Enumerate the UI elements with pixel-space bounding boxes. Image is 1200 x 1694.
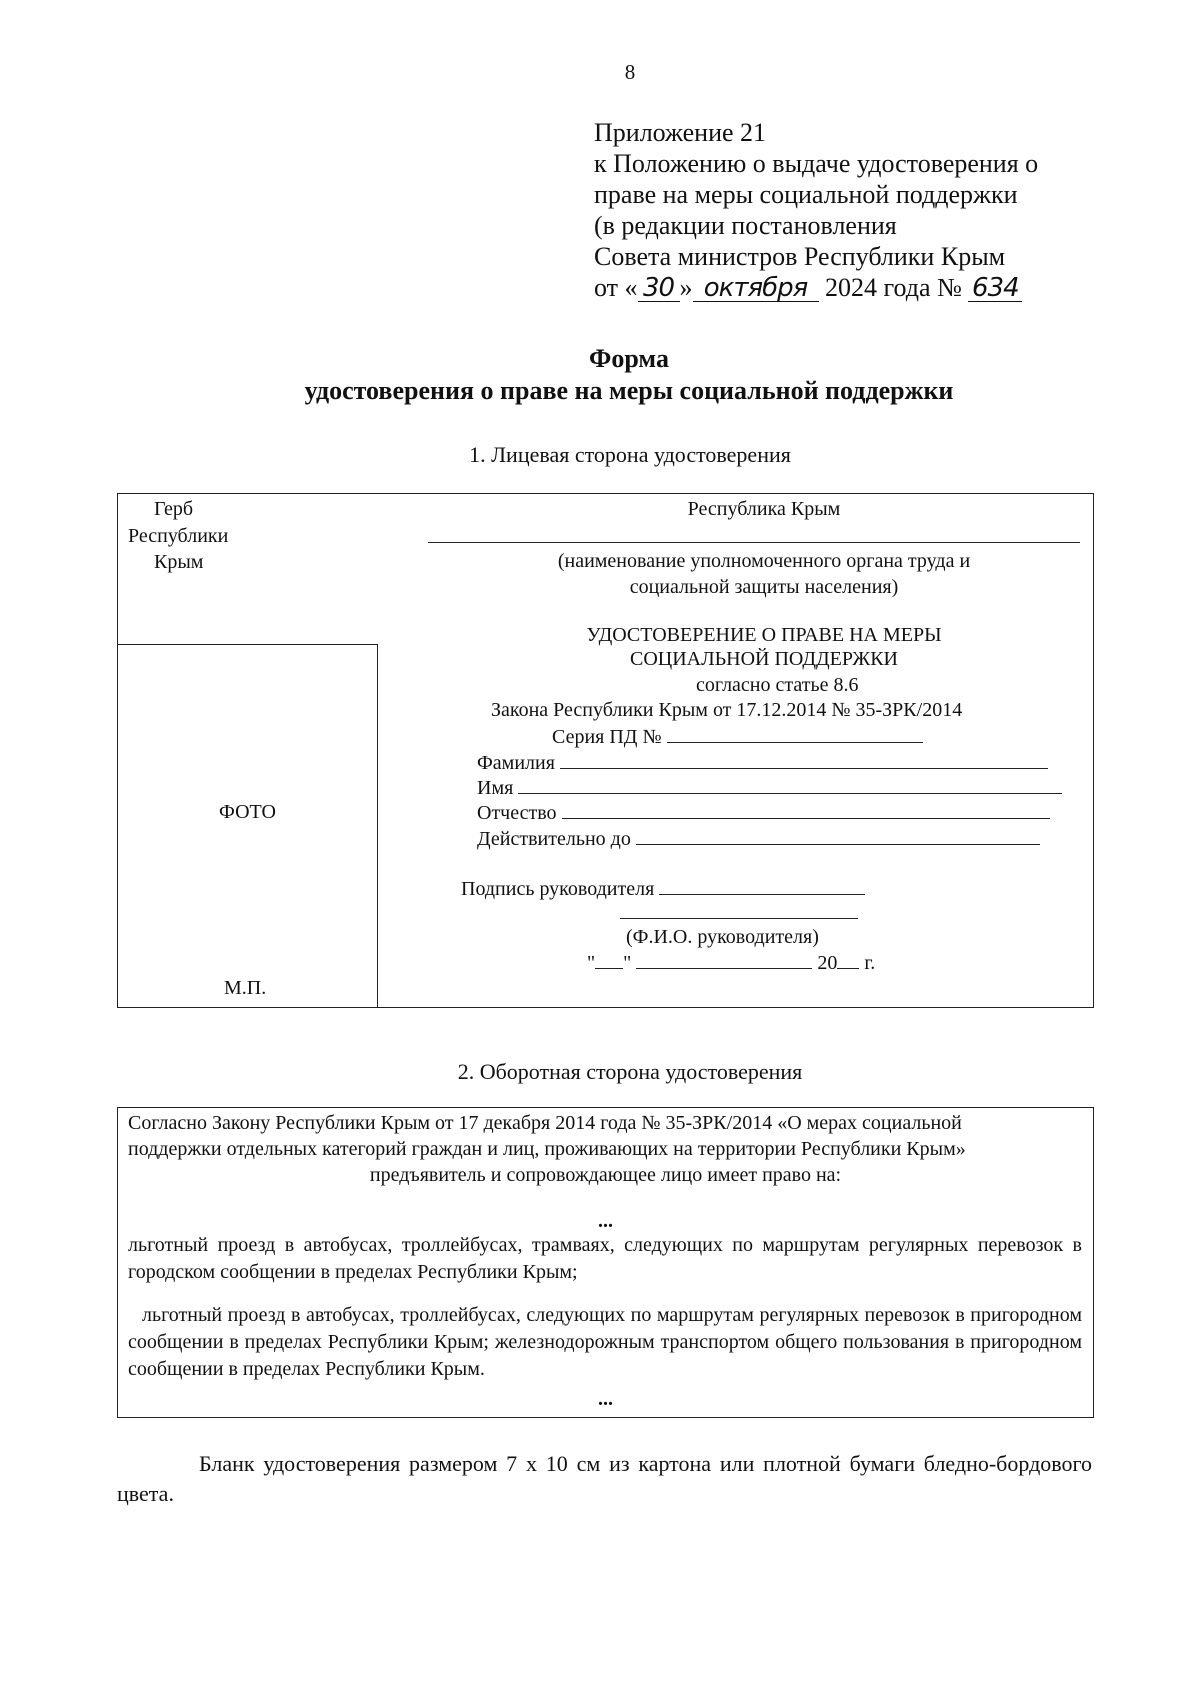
- appendix-line-1: Приложение 21: [594, 118, 767, 147]
- valid-until-blank: [636, 826, 1040, 845]
- form-subtitle: удостоверения о праве на меры социальной поддержки: [304, 376, 954, 405]
- appendix-line-4: (в редакции постановления: [594, 211, 897, 240]
- org-caption-1: (наименование уполномоченного органа труда и: [557, 550, 971, 572]
- issue-date-field: [587, 950, 875, 975]
- back-side-heading: 2. Оборотная сторона удостоверения: [457, 1059, 803, 1084]
- issue-year-suffix: г.: [864, 952, 876, 974]
- coat-of-arms-line-3: Крым: [154, 551, 204, 573]
- back-ellipsis-2: ...: [598, 1388, 613, 1410]
- coat-of-arms-line-1: Герб: [154, 498, 194, 520]
- patronymic-field: [477, 800, 1050, 825]
- patronymic-blank: [562, 800, 1050, 819]
- photo-label: ФОТО: [219, 801, 276, 823]
- appendix-line-5: Совета министров Республики Крым: [594, 242, 1006, 271]
- issue-year-blank: [837, 950, 859, 969]
- law-reference-2: Закона Республики Крым от 17.12.2014 № 35-ЗРК/2014: [491, 699, 963, 721]
- law-reference-1: согласно статье 8.6: [696, 674, 859, 696]
- valid-until-label: Действительно до: [477, 828, 631, 850]
- date-open-quote: ": [587, 952, 596, 974]
- back-intro-1: Согласно Закону Республики Крым от 17 декабря 2014 года № 35-ЗРК/2014 «О мерах социальной: [128, 1112, 962, 1134]
- name-blank: [518, 775, 1062, 794]
- back-side-frame: [117, 1107, 1094, 1418]
- date-close-quote: ": [623, 952, 632, 974]
- certificate-title-1: УДОСТОВЕРЕНИЕ О ПРАВЕ НА МЕРЫ: [586, 624, 942, 646]
- appendix-date-line: [594, 272, 1038, 303]
- org-caption-2: социальной защиты населения): [629, 576, 899, 598]
- series-label: Серия ПД №: [552, 726, 662, 748]
- surname-field: [477, 750, 1048, 775]
- signature-field: [461, 876, 865, 901]
- issue-month-blank: [636, 950, 812, 969]
- valid-until-field: [477, 826, 1040, 851]
- stamp-label: М.П.: [224, 977, 267, 999]
- issue-year-prefix: 20: [817, 952, 838, 974]
- certificate-title-2: СОЦИАЛЬНОЙ ПОДДЕРЖКИ: [629, 648, 898, 670]
- name-field: [477, 775, 1062, 800]
- date-prefix: от «: [594, 273, 638, 302]
- fio-line: [620, 918, 858, 919]
- back-ellipsis-1: ...: [598, 1210, 613, 1232]
- page-number: 8: [624, 60, 636, 84]
- back-intro-2: поддержки отдельных категорий граждан и лиц, проживающих на территории Республики Крым»: [128, 1138, 966, 1160]
- surname-label: Фамилия: [477, 752, 555, 774]
- series-field: [552, 724, 923, 749]
- handwritten-number: 634: [968, 275, 1022, 302]
- handwritten-day: 30: [638, 275, 680, 302]
- date-mid: »: [679, 273, 693, 302]
- name-label: Имя: [477, 777, 514, 799]
- handwritten-month: октября: [693, 275, 819, 302]
- blank-specification: Бланк удостоверения размером 7 х 10 см из картона или плотной бумаги бледно-бордового цвета.: [117, 1451, 1092, 1506]
- form-title: Форма: [589, 344, 669, 373]
- photo-area: [118, 644, 378, 1007]
- republic-name: Республика Крым: [687, 498, 841, 520]
- signature-blank: [659, 876, 865, 895]
- front-side-heading: 1. Лицевая сторона удостоверения: [469, 442, 791, 467]
- org-name-line: [428, 542, 1080, 543]
- appendix-header: [594, 117, 1038, 303]
- surname-blank: [560, 750, 1048, 769]
- back-benefit-2: льготный проезд в автобусах, троллейбусах, следующих по маршрутам регулярных перевозок в пригородном сообщении в пределах Республики Крым; железнодорожным транспортом общего пользования в пригородном сообщении в пределах Республики Крым.: [128, 1304, 1082, 1380]
- appendix-line-3: праве на меры социальной поддержки: [594, 180, 1018, 209]
- date-year: 2024 года №: [825, 273, 962, 302]
- back-intro-3: предъявитель и сопровождающее лицо имеет право на:: [369, 1164, 842, 1186]
- back-benefit-1: льготный проезд в автобусах, троллейбусах, трамваях, следующих по маршрутам регулярных перевозок в городском сообщении в пределах Республики Крым;: [128, 1234, 1082, 1283]
- fio-caption: (Ф.И.О. руководителя): [626, 926, 819, 948]
- issue-day-blank: [595, 950, 623, 969]
- signature-label: Подпись руководителя: [461, 878, 655, 900]
- coat-of-arms-line-2: Республики: [128, 525, 229, 547]
- front-side-frame: [117, 493, 1094, 1008]
- patronymic-label: Отчество: [477, 802, 557, 824]
- series-blank: [667, 724, 923, 743]
- appendix-line-2: к Положению о выдаче удостоверения о: [594, 149, 1039, 178]
